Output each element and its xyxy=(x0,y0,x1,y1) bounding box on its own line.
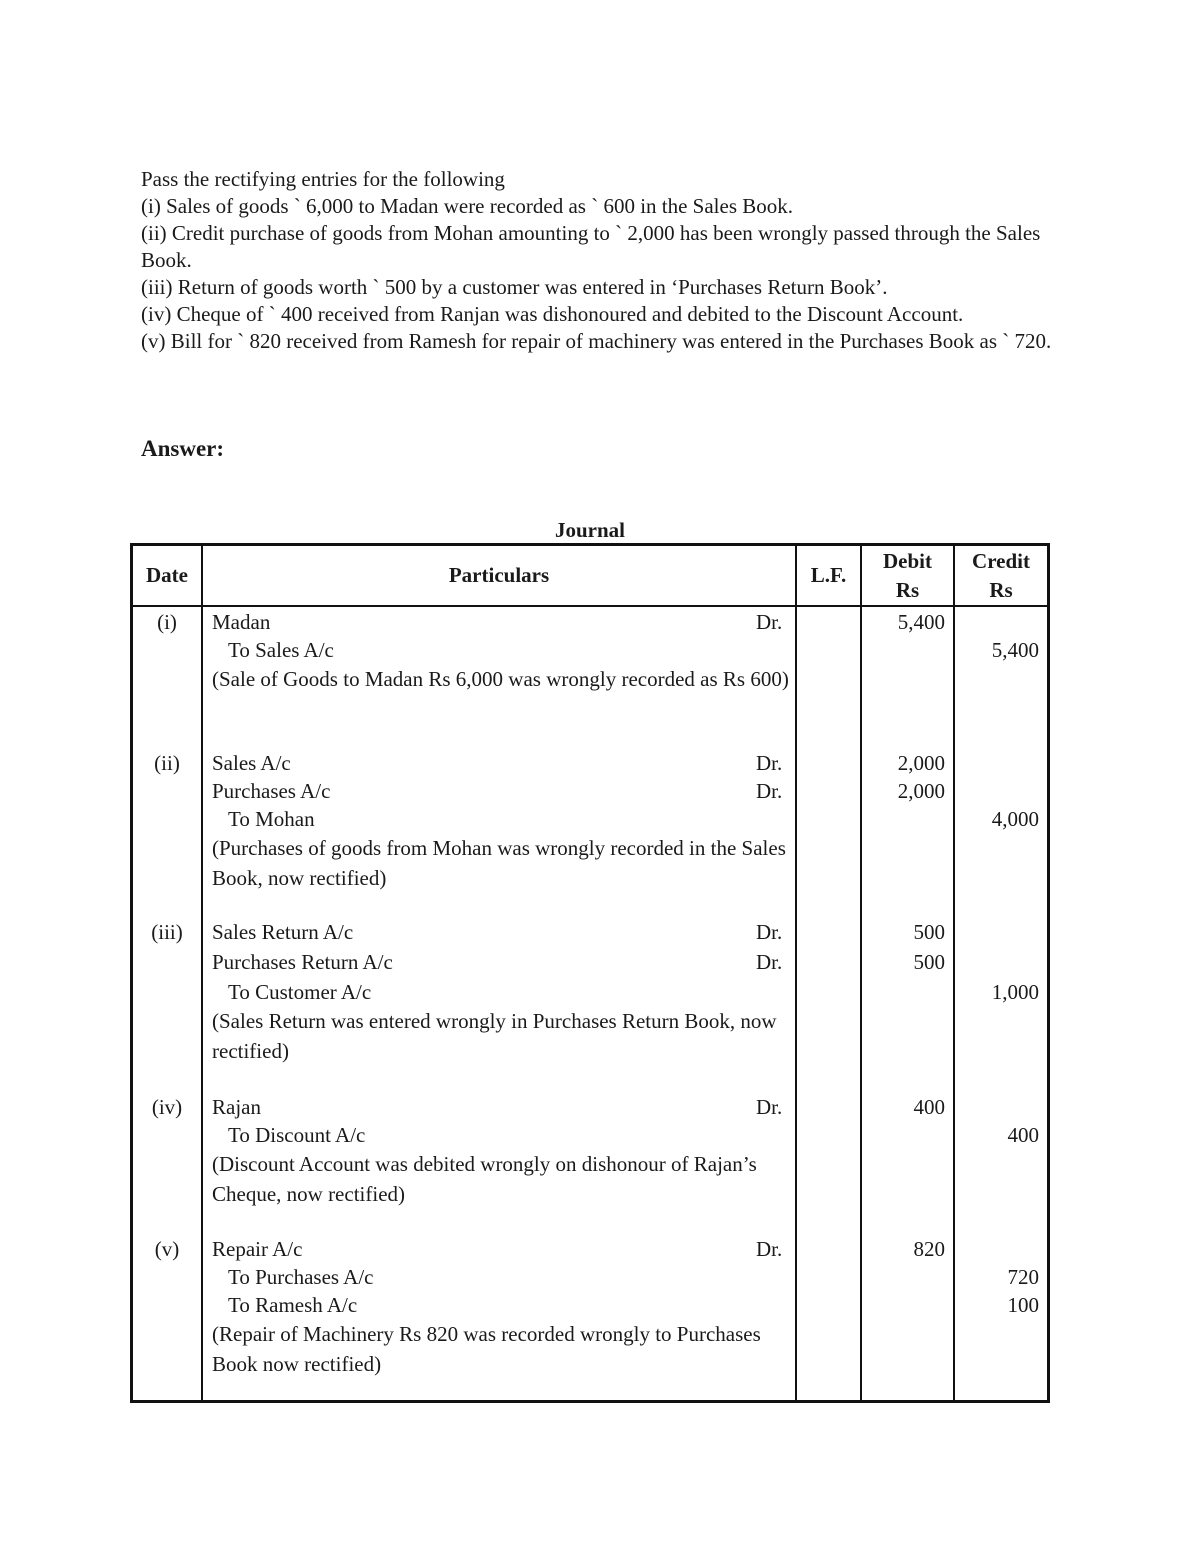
question-item: (ii) Credit purchase of goods from Mohan amounting to ` 2,000 has been wrongly passed through the Sales Book. xyxy=(141,221,1041,272)
header-particulars: Particulars xyxy=(448,563,550,587)
account-name: Sales Return A/c xyxy=(212,920,354,944)
journal-entry xyxy=(133,1235,1047,1376)
entry-line xyxy=(133,1291,1047,1319)
account-name: To Discount A/c xyxy=(228,1123,366,1147)
account-name: Repair A/c xyxy=(212,1237,303,1261)
journal-entry xyxy=(133,608,1047,691)
entry-line xyxy=(133,777,1047,805)
credit-amount: 100 xyxy=(1007,1293,1039,1317)
credit-amount: 4,000 xyxy=(991,807,1039,831)
journal-title: Journal xyxy=(554,518,625,542)
account-name: To Mohan xyxy=(228,807,315,831)
dr-marker: Dr. xyxy=(756,751,783,775)
question-item: (i) Sales of goods ` 6,000 to Madan were recorded as ` 600 in the Sales Book. xyxy=(141,194,794,218)
entry-line xyxy=(133,1121,1047,1149)
entry-line xyxy=(133,749,1047,777)
account-name: Rajan xyxy=(212,1095,261,1119)
entry-line xyxy=(133,1235,1047,1263)
header-lf: L.F. xyxy=(810,563,847,587)
header-credit: Credit Rs xyxy=(972,548,1030,602)
entry-narration: (Purchases of goods from Mohan was wrongly recorded in the Sales Book, now rectified) xyxy=(212,836,786,890)
entry-date: (ii) xyxy=(154,751,180,775)
entry-line xyxy=(133,805,1047,833)
entry-line xyxy=(133,1263,1047,1291)
question-item: (v) Bill for ` 820 received from Ramesh for repair of machinery was entered in the Purchases Book as ` 720. xyxy=(141,329,1052,353)
debit-amount: 820 xyxy=(913,1237,945,1261)
debit-amount: 500 xyxy=(913,920,945,944)
dr-marker: Dr. xyxy=(756,920,783,944)
debit-amount: 500 xyxy=(913,950,945,974)
entry-line xyxy=(133,636,1047,664)
journal-entry xyxy=(133,1093,1047,1206)
account-name: To Customer A/c xyxy=(228,980,372,1004)
question-intro: Pass the rectifying entries for the following xyxy=(141,167,505,191)
account-name: Madan xyxy=(212,610,271,634)
journal-entry xyxy=(133,749,1047,890)
header-debit: Debit Rs xyxy=(883,548,932,602)
header-date: Date xyxy=(146,563,188,587)
credit-amount: 720 xyxy=(1007,1265,1039,1289)
question-item: (iii) Return of goods worth ` 500 by a customer was entered in ‘Purchases Return Book’. xyxy=(141,275,888,299)
header-divider xyxy=(133,605,1047,607)
dr-marker: Dr. xyxy=(756,1237,783,1261)
entry-narration: (Sale of Goods to Madan Rs 6,000 was wrongly recorded as Rs 600) xyxy=(212,667,789,691)
entry-line xyxy=(133,978,1047,1006)
entry-date: (iv) xyxy=(151,1095,183,1119)
entry-date: (i) xyxy=(157,610,177,634)
dr-marker: Dr. xyxy=(756,779,783,803)
entry-line xyxy=(133,948,1047,978)
account-name: To Sales A/c xyxy=(228,638,334,662)
credit-amount: 1,000 xyxy=(991,980,1039,1004)
debit-amount: 2,000 xyxy=(897,779,945,803)
question-block xyxy=(141,166,1081,355)
entry-line xyxy=(133,1093,1047,1121)
journal-table xyxy=(130,543,1050,1403)
answer-heading: Answer: xyxy=(141,436,225,461)
account-name: To Purchases A/c xyxy=(228,1265,374,1289)
account-name: Purchases A/c xyxy=(212,779,331,803)
entry-date: (v) xyxy=(154,1237,180,1261)
dr-marker: Dr. xyxy=(756,950,783,974)
debit-amount: 400 xyxy=(913,1095,945,1119)
debit-amount: 5,400 xyxy=(897,610,945,634)
entry-line xyxy=(133,918,1047,948)
entry-narration: (Repair of Machinery Rs 820 was recorded wrongly to Purchases Book now rectified) xyxy=(212,1322,761,1376)
entry-narration: (Sales Return was entered wrongly in Purchases Return Book, now rectified) xyxy=(212,1009,777,1063)
question-item: (iv) Cheque of ` 400 received from Ranjan was dishonoured and debited to the Discount Account. xyxy=(141,302,964,326)
debit-amount: 2,000 xyxy=(897,751,945,775)
account-name: Sales A/c xyxy=(212,751,291,775)
credit-amount: 400 xyxy=(1007,1123,1039,1147)
account-name: Purchases Return A/c xyxy=(212,950,393,974)
entry-narration: (Discount Account was debited wrongly on dishonour of Rajan’s Cheque, now rectified) xyxy=(212,1152,757,1206)
entry-date: (iii) xyxy=(151,920,183,944)
dr-marker: Dr. xyxy=(756,610,783,634)
journal-entry xyxy=(133,918,1047,1063)
dr-marker: Dr. xyxy=(756,1095,783,1119)
account-name: To Ramesh A/c xyxy=(228,1293,358,1317)
credit-amount: 5,400 xyxy=(991,638,1039,662)
entry-line xyxy=(133,608,1047,636)
